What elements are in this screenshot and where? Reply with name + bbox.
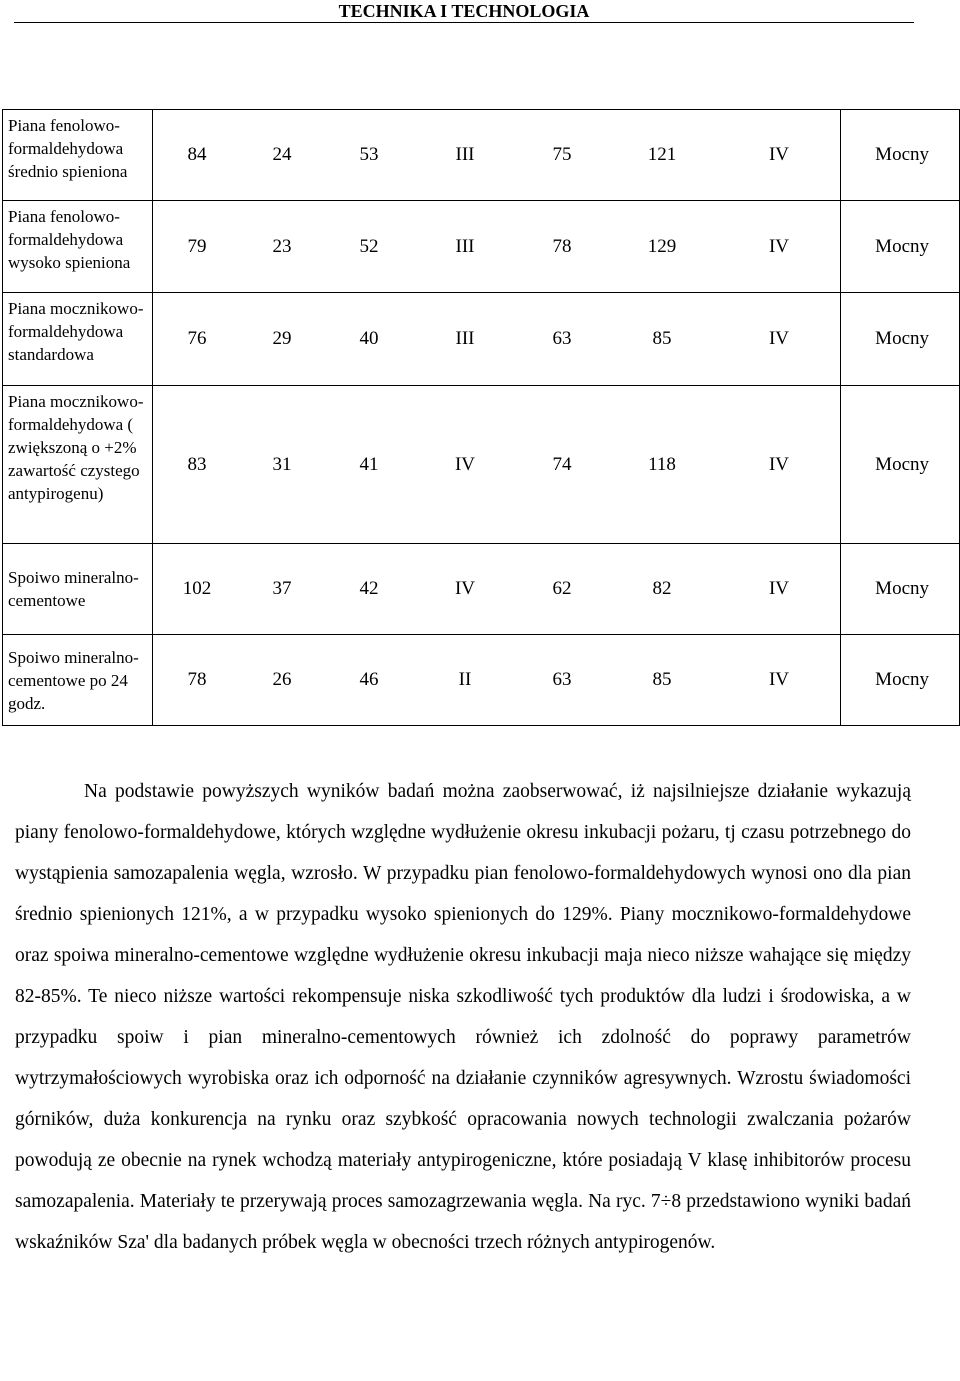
row-label: Piana fenolowo-formaldehydowa średnio spieniona — [3, 110, 153, 201]
value-cell: 31 — [272, 453, 292, 475]
value-cell: 74 — [552, 453, 572, 475]
value-cell: 37 — [272, 578, 292, 599]
value-cell: 121 — [647, 144, 677, 165]
value-cell: 84 — [187, 144, 207, 165]
value-cell: IV — [768, 669, 790, 690]
value-cell: 41 — [359, 453, 379, 475]
value-cell: III — [455, 328, 475, 349]
strength-cell — [841, 293, 960, 386]
value-cell: 118 — [648, 453, 676, 475]
strength-value: Mocny — [875, 453, 929, 475]
value-cell: 78 — [187, 669, 207, 690]
row-label: Spoiwo mineralno-cementowe po 24 godz. — [3, 635, 153, 726]
value-cell: 83 — [187, 453, 207, 475]
value-cell: 46 — [359, 669, 379, 690]
strength-value: Mocny — [875, 578, 929, 599]
value-cell: 29 — [272, 328, 292, 349]
row-values — [153, 293, 841, 386]
body-text — [15, 771, 911, 1263]
row-values — [153, 201, 841, 293]
table-row — [3, 201, 960, 293]
row-values — [153, 635, 841, 726]
results-table — [2, 109, 960, 726]
value-cell: IV — [768, 453, 790, 475]
value-cell: III — [455, 144, 475, 165]
value-cell: 62 — [552, 578, 572, 599]
value-cell: III — [455, 235, 475, 257]
strength-cell — [841, 110, 960, 201]
strength-cell — [841, 201, 960, 293]
value-cell: 40 — [359, 328, 379, 349]
paragraph: Na podstawie powyższych wyników badań można zaobserwować, iż najsilniejsze działanie wykazują piany fenolowo-formaldehydowe, których względne wydłużenie okresu inkubacji pożaru, tj czasu potrzebnego do wystąpienia samozapalenia węgla, wzrosło. W przypadku pian fenolowo-formaldehydowych wynosi ono dla pian średnio spienionych 121%, a w przypadku wysoko spienionych do 129%. Piany mocznikowo-formaldehydowe oraz spoiwa mineralno-cementowe względne wydłużenie okresu inkubacji maja nieco niższe wahające się między 82-85%. Te nieco niższe wartości rekompensuje niska szkodliwość tych produktów dla ludzi i środowiska, a w przypadku spoiw i pian mineralno-cementowych również ich zdolność do poprawy parametrów wytrzymałościowych wyrobiska oraz ich odporność na działanie czynników agresywnych. Wzrostu świadomości górników, duża konkurencja na rynku oraz szybkość opracowania nowych technologii zwalczania pożarów powodują ze obecnie na rynek wchodzą materiały antypirogeniczne, które posiadają V klasę inhibitorów procesu samozapalenia. Materiały te przerywają proces samozagrzewania węgla. Na ryc. 7÷8 przedstawiono wyniki badań wskaźników Sza' dla badanych próbek węgla w obecności trzech różnych antypirogenów. — [15, 781, 911, 1253]
value-cell: 53 — [359, 144, 379, 165]
value-cell: IV — [768, 235, 790, 257]
value-cell: 63 — [552, 669, 572, 690]
row-label: Piana mocznikowo-formaldehydowa ( zwiększoną o +2% zawartość czystego antypirogenu) — [3, 386, 153, 544]
row-label: Piana fenolowo-formaldehydowa wysoko spieniona — [3, 201, 153, 293]
value-cell: IV — [768, 144, 790, 165]
table-row — [3, 544, 960, 635]
value-cell: IV — [454, 578, 476, 599]
strength-cell — [841, 544, 960, 635]
row-values — [153, 544, 841, 635]
value-cell: 79 — [187, 235, 207, 257]
value-cell: 129 — [647, 235, 677, 257]
value-cell: 42 — [359, 578, 379, 599]
value-cell: 85 — [652, 328, 672, 349]
row-label: Spoiwo mineralno-cementowe — [3, 544, 153, 635]
value-cell: 75 — [552, 144, 572, 165]
value-cell: 23 — [272, 235, 292, 257]
value-cell: 102 — [182, 578, 212, 599]
strength-value: Mocny — [875, 669, 929, 690]
row-label: Piana mocznikowo-formaldehydowa standardowa — [3, 293, 153, 386]
value-cell: IV — [454, 453, 476, 475]
value-cell: 85 — [652, 669, 672, 690]
page-header: TECHNIKA I TECHNOLOGIA — [14, 0, 914, 23]
strength-cell — [841, 386, 960, 544]
value-cell: 76 — [187, 328, 207, 349]
row-values — [153, 386, 841, 544]
value-cell: 82 — [652, 578, 672, 599]
strength-value: Mocny — [875, 144, 929, 165]
value-cell: 52 — [359, 235, 379, 257]
table-row — [3, 110, 960, 201]
value-cell: 26 — [272, 669, 292, 690]
value-cell: 78 — [552, 235, 572, 257]
value-cell: IV — [768, 328, 790, 349]
value-cell: 24 — [272, 144, 292, 165]
strength-value: Mocny — [875, 328, 929, 349]
table-row — [3, 293, 960, 386]
value-cell: 63 — [552, 328, 572, 349]
strength-value: Mocny — [875, 235, 929, 257]
row-values — [153, 110, 841, 201]
value-cell: II — [458, 669, 472, 690]
value-cell: IV — [768, 578, 790, 599]
table-row — [3, 635, 960, 726]
table-row — [3, 386, 960, 544]
strength-cell — [841, 635, 960, 726]
